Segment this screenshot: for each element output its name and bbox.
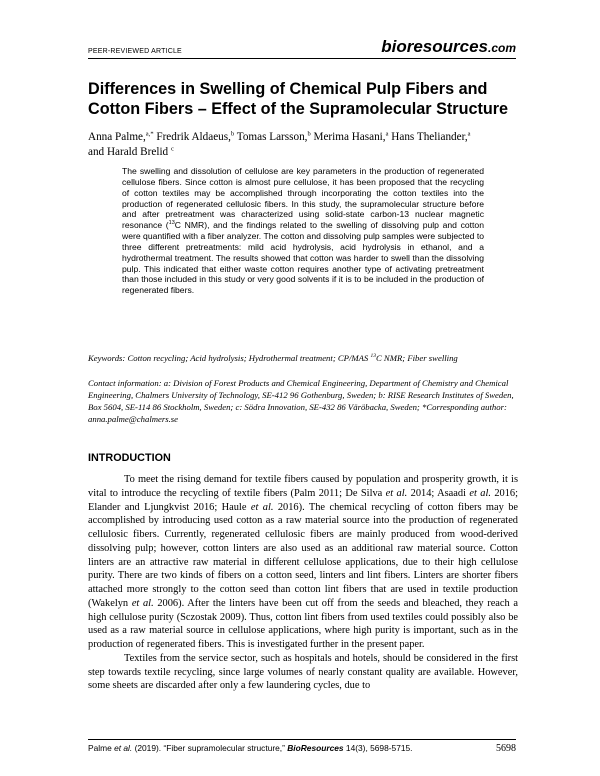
isotope-mark: 13 [168, 220, 175, 227]
body-paragraph [88, 473, 518, 652]
paper-title: Differences in Swelling of Chemical Pulp Fibers and Cotton Fibers – Effect of the Supramolecular Structure [88, 80, 509, 118]
author-name: Tomas Larsson, [234, 131, 308, 143]
body-paragraph: Textiles from the service sector, such as hospitals and hotels, should be considered in the first step towards textile recycling, since large volumes of nearly constant quality are available. However, some sheets are discarded after only a few laundering cycles, due to [88, 652, 518, 692]
page-header [88, 36, 516, 59]
affiliation-mark: c [170, 145, 174, 153]
author-name: Fredrik Aldaeus, [153, 131, 231, 143]
contact-information: Contact information: a: Division of Forest Products and Chemical Engineering, Department of Chemistry and Chemical Engineering, Chalmers University of Technology, SE-412 96 Gothenburg, Sweden; b: RISE Research Institutes of Sweden, Box 5604, SE-114 86 Stockholm, Sweden; c: Södra Innovation, SE-432 86 Väröbacka, Sweden; *Corresponding author: anna.palme@chalmers.se [88, 378, 514, 424]
text-run: 2016; Elander and Ljungkvist 2016; Haule [88, 487, 519, 513]
abstract-text: The swelling and dissolution of cellulose are key parameters in the production of regenerated cellulose fibers. Since cotton is almost pure cellulose, it has been proposed that the recycling of cotton textiles may be accomplished through incorporating the cotton textiles into the production of regenerated cellulosic fibers. In this study, the supramolecular structure before and after pretreatment was characterized using solid-state carbon-13 nuclear magnetic resonance ( [122, 166, 484, 231]
corresponding-mark: * [150, 130, 154, 138]
citation-text: Palme [88, 743, 115, 753]
page-footer [88, 739, 516, 753]
keywords [88, 352, 518, 364]
section-heading-introduction: INTRODUCTION [88, 452, 171, 464]
journal-logo[interactable] [381, 37, 516, 57]
author-name: Anna Palme, [88, 131, 146, 143]
citation [88, 743, 413, 753]
article-type-label: PEER-REVIEWED ARTICLE [88, 48, 182, 55]
affiliation-mark: a [467, 130, 471, 138]
affiliation-mark: a [385, 130, 389, 138]
isotope-mark: 13 [370, 353, 376, 360]
journal-name: BioResources [287, 743, 344, 753]
text-run-italic: et al. [385, 487, 408, 499]
abstract [122, 166, 484, 296]
text-run-italic: et al. [250, 501, 274, 513]
text-run: 2014; Asaadi [407, 487, 470, 499]
author-name: and Harald Brelid [88, 146, 169, 158]
keywords-text: C NMR; Fiber swelling [375, 353, 458, 363]
text-run: 2006). After the linters have been cut off from the seeds and bleached, they reach a high cellulose purity (Sczostak 2009). Thus, cotton lint fibers from used textiles could possibly also be used as a raw material source in cellulose applications, where high purity is important, such as in the production of regenerated fibers. This is investigated further in the present paper. [88, 597, 519, 650]
citation-text: (2019). “Fiber supramolecular structure,” [132, 743, 288, 753]
text-run: 2016). The chemical recycling of cotton fibers may be accomplished by introducing used cotton as a raw material source into the production of regenerated cellulosic fibers. Currently, regenerated cellulosic fibers are mainly produced from wood-derived dissolving pulp; however, cotton linters are also used as an additional raw material source. Cotton linters are an attractive raw material in different cellulose applications, due to their high cellulose purity. There are two kinds of fibers on a cotton seed, linters and lint fibers. Linters are shorter fibers attached more strongly to the cotton seed than cotton lint fibers that are used in textile production (Wakelyn [88, 501, 519, 609]
citation-text-italic: et al. [114, 743, 133, 753]
abstract-text: C NMR), and the findings related to the swelling of dissolving pulp and cotton were quantified with a fiber analyzer. The cotton and dissolving pulp samples were subjected to three different pretreatments: mild acid hydrolysis, acid hydrolysis in ethanol, and a hydrothermal treatment. The results showed that cotton was harder to swell than the dissolving pulp. This indicated that either waste cotton requires another type of activating pretreatment than those included in this study or very good solvents if it is to be included in the production of regenerated fibers. [122, 220, 484, 296]
affiliation-mark: a, [145, 130, 151, 138]
affiliation-mark: b [230, 130, 235, 138]
page-number: 5698 [496, 743, 516, 754]
introduction-body [88, 473, 518, 693]
text-run-italic: et al. [469, 487, 491, 499]
author-list [88, 130, 518, 160]
journal-brand: bioresources [381, 37, 488, 56]
affiliation-mark: b [307, 130, 311, 138]
text-run-italic: et al. [131, 597, 154, 609]
author-name: Hans Theliander, [388, 131, 468, 143]
text-run: To meet the rising demand for textile fibers caused by population and prosperity growth, it is vital to introduce the recycling of textile fibers (Palm 2011; De Silva [88, 474, 518, 499]
keywords-text: Keywords: Cotton recycling; Acid hydrolysis; Hydrothermal treatment; CP/MAS [88, 353, 371, 363]
citation-text: 14(3), 5698-5715. [343, 743, 413, 753]
journal-brand-suffix: .com [487, 41, 516, 55]
author-name: Merima Hasani, [310, 131, 386, 143]
